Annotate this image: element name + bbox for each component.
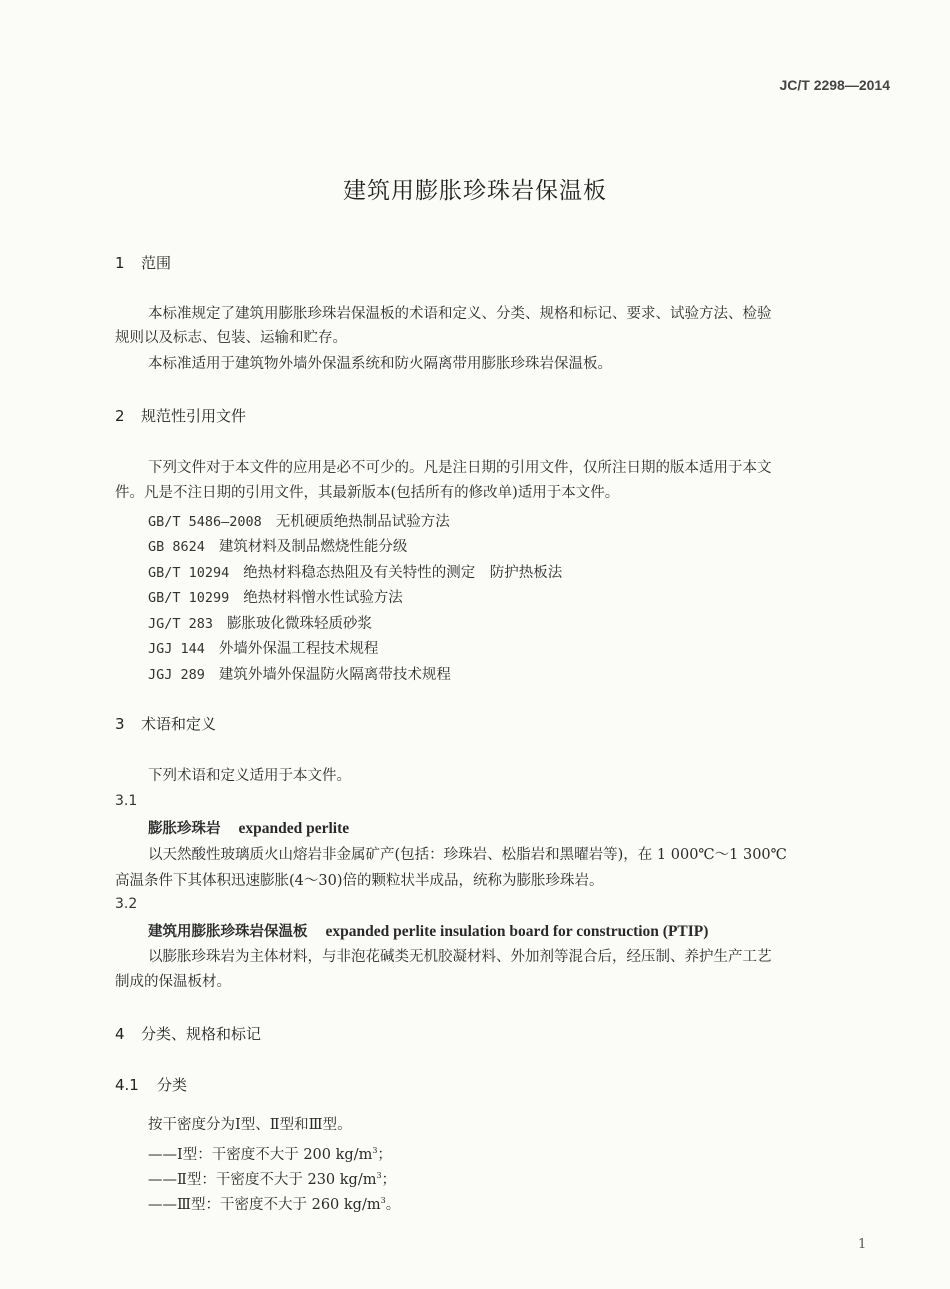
list-item-punct: ； (381, 1171, 397, 1188)
reference-item (148, 663, 451, 684)
subsection-4-1-heading (115, 1074, 187, 1095)
list-item-text: ——Ⅰ型：干密度不大于 200 kg/m (148, 1146, 373, 1163)
reference-title: 建筑外墙外保温防火隔离带技术规程 (218, 667, 451, 683)
section-1-heading (115, 252, 171, 273)
term-english: expanded perlite insulation board for construction (PTIP) (325, 923, 709, 940)
section-number: 3 (115, 715, 125, 733)
list-item (148, 1164, 396, 1192)
definition-line: 制成的保温板材。 (115, 974, 231, 990)
reference-item (148, 535, 407, 556)
list-item (148, 1189, 400, 1217)
reference-title: 外墙外保温工程技术规程 (218, 641, 379, 657)
reference-code: GB/T 10299 (148, 590, 230, 606)
paragraph-line: 下列术语和定义适用于本文件。 (148, 768, 351, 784)
reference-title: 建筑材料及制品燃烧性能分级 (218, 539, 408, 555)
subsection-number: 4.1 (115, 1076, 139, 1094)
reference-title: 绝热材料憎水性试验方法 (243, 590, 403, 606)
list-item-punct: ； (377, 1146, 392, 1163)
term-entry (148, 920, 708, 941)
section-4-heading (115, 1023, 261, 1044)
clause-number: 3.1 (115, 793, 138, 809)
subsection-title: 分类 (157, 1076, 188, 1094)
section-2-heading (115, 405, 246, 426)
reference-code: JGJ 289 (148, 667, 205, 683)
reference-code: JG/T 283 (148, 616, 214, 632)
clause-number: 3.2 (115, 896, 138, 912)
term-chinese: 膨胀珍珠岩 (148, 821, 221, 837)
section-number: 1 (115, 254, 125, 272)
reference-title: 绝热材料稳态热阻及有关特性的测定 防护热板法 (243, 565, 563, 581)
paragraph-line: 件。凡是不注日期的引用文件，其最新版本(包括所有的修改单)适用于本文件。 (115, 485, 620, 501)
reference-item (148, 510, 450, 531)
superscript: 3 (372, 1146, 378, 1155)
term-chinese: 建筑用膨胀珍珠岩保温板 (148, 924, 308, 940)
reference-title: 膨胀玻化微珠轻质砂浆 (227, 616, 373, 632)
term-entry (148, 817, 349, 838)
reference-item (148, 612, 372, 633)
section-3-heading (115, 713, 216, 734)
list-item-text: ——Ⅲ型：干密度不大于 260 kg/m (148, 1196, 381, 1213)
reference-code: JGJ 144 (148, 641, 205, 657)
reference-item (148, 561, 562, 582)
term-english: expanded perlite (238, 820, 350, 837)
definition-line: 以膨胀珍珠岩为主体材料，与非泡花碱类无机胶凝材料、外加剂等混合后，经压制、养护生产工艺 (148, 949, 772, 965)
list-item (148, 1139, 392, 1167)
superscript: 3 (380, 1196, 386, 1205)
list-item-punct: 。 (385, 1196, 401, 1213)
reference-code: GB 8624 (148, 539, 205, 555)
section-number: 2 (115, 407, 125, 425)
paragraph-line: 规则以及标志、包装、运输和贮存。 (115, 330, 347, 346)
section-title: 规范性引用文件 (141, 407, 247, 425)
paragraph-line: 本标准规定了建筑用膨胀珍珠岩保温板的术语和定义、分类、规格和标记、要求、试验方法、检验 (148, 306, 772, 322)
standard-code: JC/T 2298—2014 (779, 77, 890, 93)
section-title: 术语和定义 (141, 715, 217, 733)
list-item-text: ——Ⅱ型：干密度不大于 230 kg/m (148, 1171, 377, 1188)
superscript: 3 (376, 1171, 382, 1180)
reference-title: 无机硬质绝热制品试验方法 (275, 514, 450, 530)
reference-item (148, 586, 403, 607)
section-title: 分类、规格和标记 (141, 1025, 262, 1043)
section-number: 4 (115, 1025, 125, 1043)
reference-code: GB/T 10294 (148, 565, 230, 581)
definition-line: 以天然酸性玻璃质火山熔岩非金属矿产(包括：珍珠岩、松脂岩和黑曜岩等)，在 1 000℃～1 300℃ (148, 847, 787, 863)
reference-code: GB/T 5486—2008 (148, 514, 262, 530)
page-number: 1 (858, 1237, 867, 1252)
paragraph-line: 下列文件对于本文件的应用是必不可少的。凡是注日期的引用文件，仅所注日期的版本适用于本文 (148, 460, 772, 476)
paragraph-line: 本标准适用于建筑物外墙外保温系统和防火隔离带用膨胀珍珠岩保温板。 (148, 356, 612, 372)
reference-item (148, 637, 378, 658)
paragraph-line: 按干密度分为Ⅰ型、Ⅱ型和Ⅲ型。 (148, 1117, 352, 1133)
document-title: 建筑用膨胀珍珠岩保温板 (343, 178, 607, 204)
definition-line: 高温条件下其体积迅速膨胀(4～30)倍的颗粒状半成品，统称为膨胀珍珠岩。 (115, 873, 604, 889)
section-title: 范围 (141, 254, 172, 272)
